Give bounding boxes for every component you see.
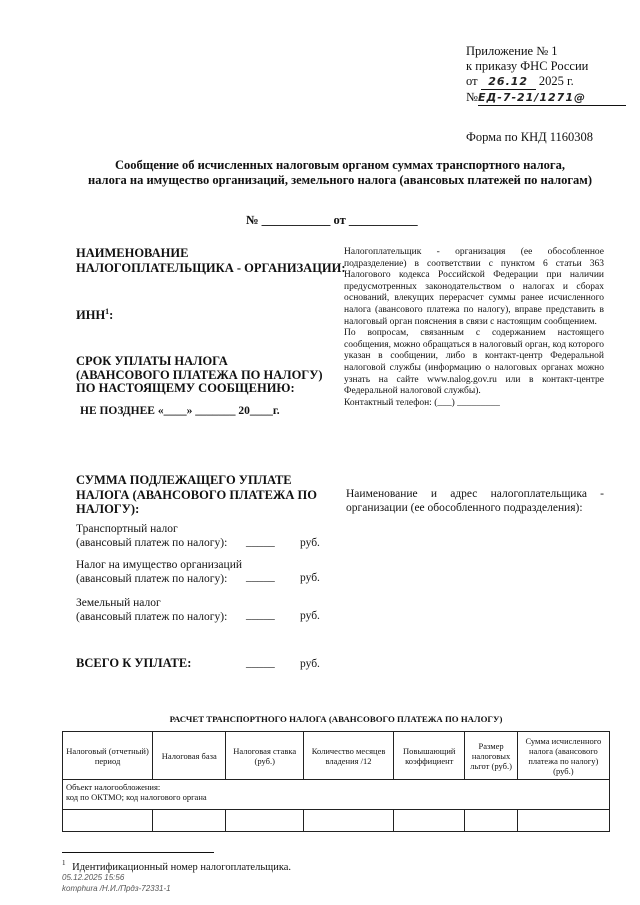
calc-cell xyxy=(153,810,226,832)
total-amount: _____ xyxy=(246,657,275,669)
property-tax-amount: _____ xyxy=(246,571,275,583)
document-title-line1: Сообщение об исчисленных налоговым органом суммах транспортного налога, xyxy=(115,158,565,172)
calc-cell xyxy=(394,810,465,832)
calc-cell xyxy=(517,810,609,832)
calc-header-base: Налоговая база xyxy=(153,732,226,780)
total-label: ВСЕГО К УПЛАТЕ: xyxy=(76,656,192,670)
calc-header-rate: Налоговая ставка (руб.) xyxy=(226,732,304,780)
appendix-order: к приказу ФНС России xyxy=(466,59,589,73)
taxpayer-name-label: НАИМЕНОВАНИЕ НАЛОГОПЛАТЕЛЬЩИКА - ОРГАНИЗАЦИИ: xyxy=(76,246,346,275)
calc-table xyxy=(62,731,610,832)
property-tax-label: Налог на имущество организаций (авансовый платеж по налогу): xyxy=(76,559,242,585)
address-label: Наименование и адрес налогоплательщика - организации (ее обособленного подразделения): xyxy=(346,488,604,514)
calc-header-row xyxy=(63,732,610,780)
document-title-line2: налога на имущество организаций, земельного налога (авансовых платежей по налогам) xyxy=(88,173,592,187)
appendix-date: от 26.12 2025 г. xyxy=(466,74,574,88)
deadline-value: НЕ ПОЗДНЕЕ «____» _______ 20____г. xyxy=(80,405,280,417)
appendix-date-handwritten: 26.12 xyxy=(488,75,529,88)
print-stamp-author: komphura /Н.И./Прдз-72331-1 xyxy=(62,884,171,893)
inn-label: ИНН$^1$: xyxy=(76,307,114,323)
document-title xyxy=(40,158,640,188)
calc-object-cell: Объект налогообложения: код по ОКТМО; код налогового органа xyxy=(63,780,610,810)
transport-tax-unit: руб. xyxy=(300,537,320,549)
explanation-text xyxy=(344,247,604,409)
calc-header-coefficient: Повышающий коэффициент xyxy=(394,732,465,780)
calc-object-row xyxy=(63,780,610,810)
footnote-text: Идентификационный номер налогоплательщика. xyxy=(72,861,292,873)
footnote xyxy=(62,859,291,873)
calc-header-period: Налоговый (отчетный) период xyxy=(63,732,153,780)
land-tax-amount: _____ xyxy=(246,609,275,621)
transport-tax-amount: _____ xyxy=(246,536,275,548)
explanation-para1: Налогоплательщик - организация (ее обособленное подразделение) в соответствии с пунктом 6 статьи 363 Налогового кодекса Российской Федерации при наличии предусмотренных законодательством о налогах и сборах оснований, влекущих перерасчет суммы ранее исчисленного налога (авансового платежа по налогу), вправе представить в налоговый орган пояснения в связи с настоящим сообщением. xyxy=(344,247,604,327)
transport-tax-label: Транспортный налог (авансовый платеж по налогу): xyxy=(76,523,228,549)
land-tax-unit: руб. xyxy=(300,610,320,622)
appendix-title: Приложение № 1 xyxy=(466,44,558,58)
appendix-block xyxy=(466,44,636,106)
message-number: № ___________ от ___________ xyxy=(246,213,418,227)
total-unit: руб. xyxy=(300,658,320,670)
form-code: Форма по КНД 1160308 xyxy=(466,130,594,144)
calc-header-benefits: Размер налоговых льгот (руб.) xyxy=(465,732,517,780)
footnote-divider xyxy=(62,852,214,853)
calc-data-row xyxy=(63,810,610,832)
footnote-mark: 1 xyxy=(62,859,66,867)
deadline-label: СРОК УПЛАТЫ НАЛОГА (АВАНСОВОГО ПЛАТЕЖА ПО НАЛОГУ) ПО НАСТОЯЩЕМУ СООБЩЕНИЮ: xyxy=(76,354,323,395)
sum-label: СУММА ПОДЛЕЖАЩЕГО УПЛАТЕ НАЛОГА (АВАНСОВОГО ПЛАТЕЖА ПО НАЛОГУ): xyxy=(76,473,317,516)
calc-cell xyxy=(303,810,393,832)
calc-cell xyxy=(465,810,517,832)
contact-phone: Контактный телефон: (___) _________ xyxy=(344,397,500,408)
calc-header-sum: Сумма исчисленного налога (авансового платежа по налогу) (руб.) xyxy=(517,732,609,780)
print-stamp-datetime: 05.12.2025 15:56 xyxy=(62,873,125,882)
land-tax-label: Земельный налог (авансовый платеж по налогу): xyxy=(76,597,228,623)
calc-title: РАСЧЕТ ТРАНСПОРТНОГО НАЛОГА (АВАНСОВОГО ПЛАТЕЖА ПО НАЛОГУ) xyxy=(169,714,503,724)
calc-header-months: Количество месяцев владения /12 xyxy=(303,732,393,780)
explanation-para2: По вопросам, связанным с содержанием настоящего сообщения, можно обращаться в налоговый орган, код которого указан в сообщении, либо в контакт-центр Федеральной налоговой службы (информацию о налоговых органах можно узнать на сайте www.nalog.gov.ru или в контакт-центре Федеральной налоговой службы). xyxy=(344,328,604,397)
calc-cell xyxy=(63,810,153,832)
print-stamp xyxy=(62,872,171,894)
calc-cell xyxy=(226,810,304,832)
appendix-number-handwritten: ЕД-7-21/1271@ xyxy=(477,91,586,104)
appendix-number: №ЕД-7-21/1271@ xyxy=(466,90,636,106)
property-tax-unit: руб. xyxy=(300,572,320,584)
